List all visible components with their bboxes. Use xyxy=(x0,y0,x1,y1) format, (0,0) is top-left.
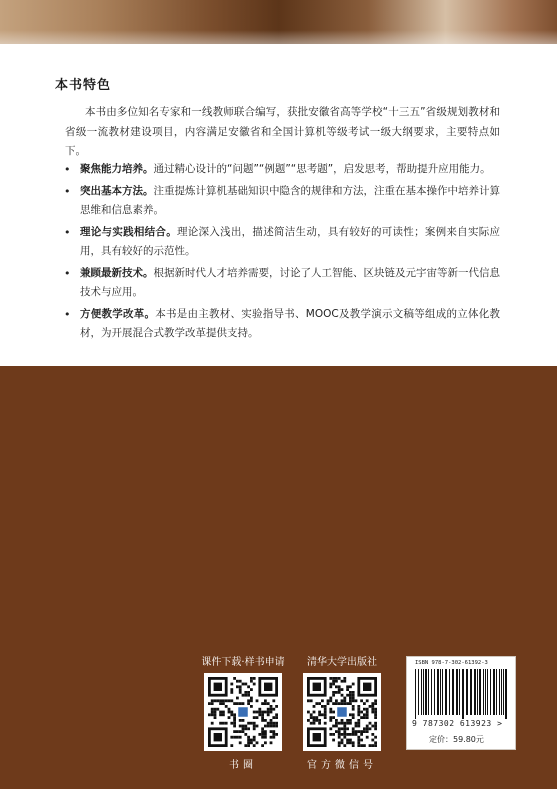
price-label: 定价：59.80元 xyxy=(429,735,484,744)
isbn-barcode-box xyxy=(406,656,516,750)
feature-item xyxy=(62,305,500,344)
bullet-icon: • xyxy=(64,184,71,198)
feature-title: 方便教学改革。 xyxy=(80,307,156,320)
qr-block-courseware xyxy=(197,653,289,771)
qr-code-icon xyxy=(208,677,278,747)
qr-bottom-label: 官方微信号 xyxy=(307,760,377,771)
decorative-top-band xyxy=(0,0,557,44)
qr-bottom-label: 书圈 xyxy=(229,760,257,771)
feature-title: 聚焦能力培养。 xyxy=(80,163,154,175)
feature-item xyxy=(62,264,500,303)
qr-code-courseware[interactable] xyxy=(204,673,282,751)
bullet-icon: • xyxy=(64,225,71,239)
feature-item xyxy=(62,182,500,221)
qr-code-icon xyxy=(307,677,377,747)
feature-list xyxy=(62,160,500,346)
feature-text: 本书是由主教材、实验指导书、MOOC及教学演示文稿等组成的立体化教材，为开展混合式教学改革提供支持。 xyxy=(80,307,500,339)
feature-text: 理论深入浅出，描述简洁生动，具有较好的可读性；案例来自实际应用，具有较好的示范性。 xyxy=(80,225,501,257)
section-title: 本书特色 xyxy=(55,78,112,93)
bullet-icon: • xyxy=(64,266,71,280)
qr-block-wechat xyxy=(296,653,388,771)
bullet-icon: • xyxy=(64,163,71,176)
intro-paragraph: 本书由多位知名专家和一线教师联合编写，获批安徽省高等学校“十三五”省级规划教材和省级一流教材建设项目，内容满足安徽省和全国计算机等级考试一级大纲要求，主要特点如下。 xyxy=(65,106,500,157)
feature-item xyxy=(62,223,500,262)
feature-text: 通过精心设计的“问题”“例题”“思考题”，启发思考，帮助提升应用能力。 xyxy=(153,163,491,175)
isbn-text: ISBN 978-7-302-61392-3 xyxy=(415,660,488,666)
feature-text: 注重提炼计算机基础知识中隐含的规律和方法，注重在基本操作中培养计算思维和信息素养。 xyxy=(80,184,500,216)
barcode-icon xyxy=(415,669,509,719)
feature-title: 突出基本方法。 xyxy=(80,184,154,197)
qr-top-label: 课件下载·样书申请 xyxy=(201,657,285,668)
bullet-icon: • xyxy=(64,307,71,321)
feature-text: 根据新时代人才培养需要，讨论了人工智能、区块链及元宇宙等新一代信息技术与应用。 xyxy=(80,266,500,298)
feature-title: 理论与实践相结合。 xyxy=(80,225,177,238)
qr-code-wechat[interactable] xyxy=(303,673,381,751)
barcode-digits: 9 787302 613923 > xyxy=(412,719,503,728)
feature-title: 兼顾最新技术。 xyxy=(80,266,154,279)
qr-top-label: 清华大学出版社 xyxy=(307,657,377,668)
feature-item xyxy=(62,160,500,180)
